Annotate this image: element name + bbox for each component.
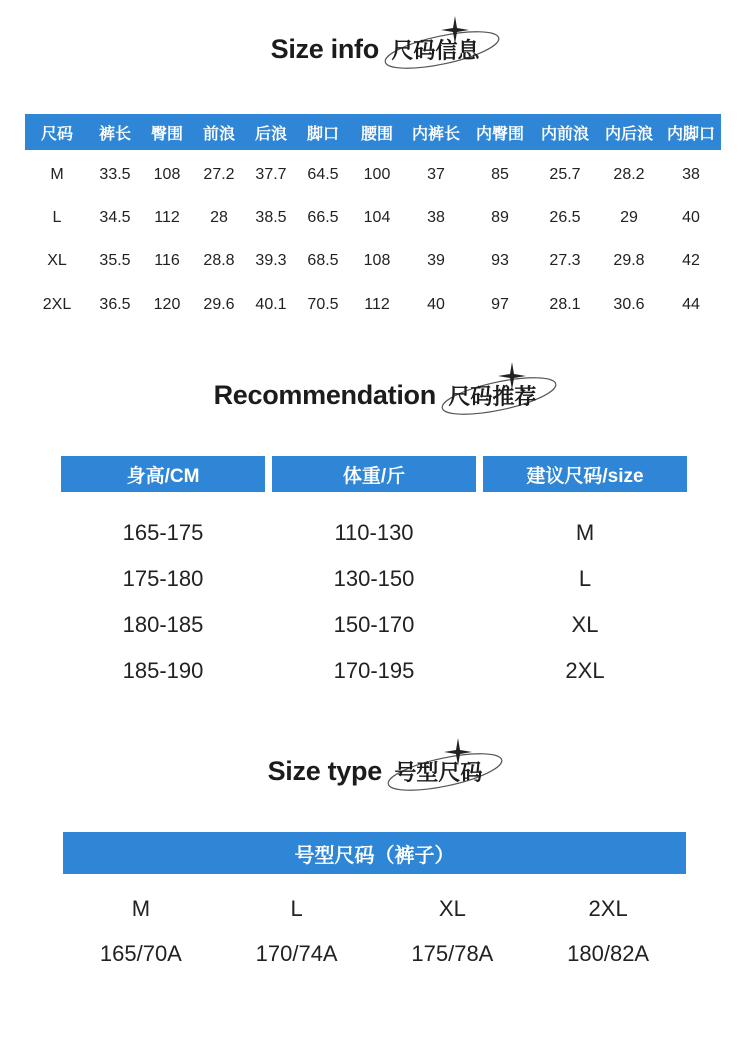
size-info-heading (0, 34, 750, 65)
rec-weight-value: 110-130 (334, 520, 414, 545)
rec-height-value: 175-180 (122, 566, 204, 591)
header-cell: 脚口 (306, 125, 339, 143)
rec-header-weight (272, 456, 476, 492)
rec-weight-value: 130-150 (333, 566, 415, 591)
size-type-header (63, 832, 686, 874)
rec-height-value: 165-175 (122, 520, 204, 545)
rec-header-size-label: 建议尺码/size (526, 465, 644, 487)
recommendation-title-cn: 尺码推荐 (448, 384, 537, 409)
recommendation-title-cn-wrap (448, 380, 536, 411)
rec-height-column (61, 510, 265, 694)
header-cell: 内前浪 (540, 125, 589, 143)
table-row (25, 252, 721, 270)
size-type-code: 175/78A (411, 941, 494, 966)
table-cell: 35.5 (99, 252, 131, 269)
rec-size-column (483, 510, 687, 694)
table-cell: 100 (363, 166, 391, 183)
rec-size-value: XL (571, 612, 599, 637)
table-cell: 40 (427, 296, 445, 313)
table-cell: 27.2 (203, 166, 235, 183)
size-info-table-header (25, 114, 721, 150)
header-cell: 内后浪 (604, 125, 653, 143)
table-cell: 89 (491, 209, 509, 226)
header-cell: 臀围 (150, 125, 183, 143)
rec-weight-value: 150-170 (333, 612, 415, 637)
table-cell: 40.1 (255, 296, 287, 313)
table-cell: 28.2 (613, 166, 645, 183)
row-size-label: L (52, 209, 62, 226)
table-cell: 97 (491, 296, 509, 313)
size-type-title-cn-wrap (394, 756, 482, 787)
table-cell: 70.5 (307, 296, 339, 313)
table-cell: 93 (491, 252, 509, 269)
table-row (25, 296, 721, 314)
table-cell: 40 (682, 209, 700, 226)
size-type-title-cn: 号型尺码 (394, 760, 483, 785)
table-cell: 29.8 (613, 252, 645, 269)
size-type-code-row (63, 941, 686, 967)
rec-weight-column (272, 510, 476, 694)
size-type-code: 170/74A (255, 941, 338, 966)
rec-header-height (61, 456, 265, 492)
table-cell: 112 (364, 296, 390, 313)
table-cell: 36.5 (99, 296, 131, 313)
rec-size-value: L (578, 566, 592, 591)
rec-header-height-label: 身高/CM (126, 465, 200, 487)
table-cell: 28.1 (549, 296, 581, 313)
size-type-size: M (131, 896, 151, 921)
table-cell: 29.6 (203, 296, 235, 313)
table-cell: 104 (363, 209, 391, 226)
table-cell: 64.5 (307, 166, 339, 183)
table-cell: 26.5 (549, 209, 581, 226)
table-cell: 37.7 (255, 166, 287, 183)
rec-header-size (483, 456, 687, 492)
recommendation-heading (0, 380, 750, 411)
table-cell: 39 (427, 252, 445, 269)
header-cell: 尺码 (40, 125, 73, 143)
table-cell: 28 (210, 209, 228, 226)
size-type-size-row (63, 896, 686, 922)
size-type-code: 180/82A (567, 941, 650, 966)
table-cell: 37 (427, 166, 445, 183)
table-cell: 30.6 (613, 296, 645, 313)
header-cell: 内裤长 (411, 125, 460, 143)
size-info-title-en: Size info (270, 34, 379, 64)
header-cell: 内臀围 (475, 125, 524, 143)
table-cell: 28.8 (203, 252, 235, 269)
size-info-title-cn: 尺码信息 (391, 38, 480, 63)
rec-height-value: 180-185 (122, 612, 204, 637)
table-cell: 29 (620, 209, 638, 226)
table-cell: 108 (363, 252, 391, 269)
row-size-label: M (50, 166, 64, 183)
table-cell: 68.5 (307, 252, 339, 269)
table-cell: 39.3 (255, 252, 287, 269)
table-cell: 38.5 (255, 209, 287, 226)
table-cell: 116 (154, 252, 180, 269)
table-cell: 112 (154, 209, 180, 226)
size-type-size: XL (438, 896, 466, 921)
table-cell: 38 (682, 166, 700, 183)
row-size-label: XL (47, 252, 67, 269)
rec-header-weight-label: 体重/斤 (342, 465, 406, 487)
table-cell: 34.5 (99, 209, 131, 226)
size-type-heading (0, 756, 750, 787)
recommendation-title-en: Recommendation (213, 380, 436, 410)
header-cell: 前浪 (202, 125, 235, 143)
rec-size-value: 2XL (565, 658, 605, 683)
size-type-size: 2XL (588, 896, 628, 921)
rec-weight-value: 170-195 (333, 658, 415, 683)
table-row (25, 209, 721, 227)
table-cell: 27.3 (549, 252, 581, 269)
header-cell: 内脚口 (666, 125, 715, 143)
table-cell: 85 (491, 166, 509, 183)
rec-height-value: 185-190 (122, 658, 204, 683)
table-cell: 66.5 (307, 209, 339, 226)
size-type-code: 165/70A (99, 941, 182, 966)
table-row (25, 166, 721, 184)
size-type-title-en: Size type (267, 756, 382, 786)
header-cell: 腰围 (360, 125, 393, 143)
table-cell: 120 (153, 296, 181, 313)
size-type-header-label: 号型尺码（裤子） (294, 844, 455, 867)
rec-size-value: M (575, 520, 595, 545)
header-cell: 后浪 (254, 125, 287, 143)
table-cell: 42 (682, 252, 700, 269)
size-info-title-cn-wrap (391, 34, 479, 65)
table-cell: 44 (682, 296, 700, 313)
header-cell: 裤长 (98, 125, 131, 143)
row-size-label: 2XL (42, 296, 72, 313)
table-cell: 38 (427, 209, 445, 226)
size-type-size: L (290, 896, 303, 921)
table-cell: 25.7 (549, 166, 581, 183)
table-cell: 108 (153, 166, 181, 183)
table-cell: 33.5 (99, 166, 131, 183)
